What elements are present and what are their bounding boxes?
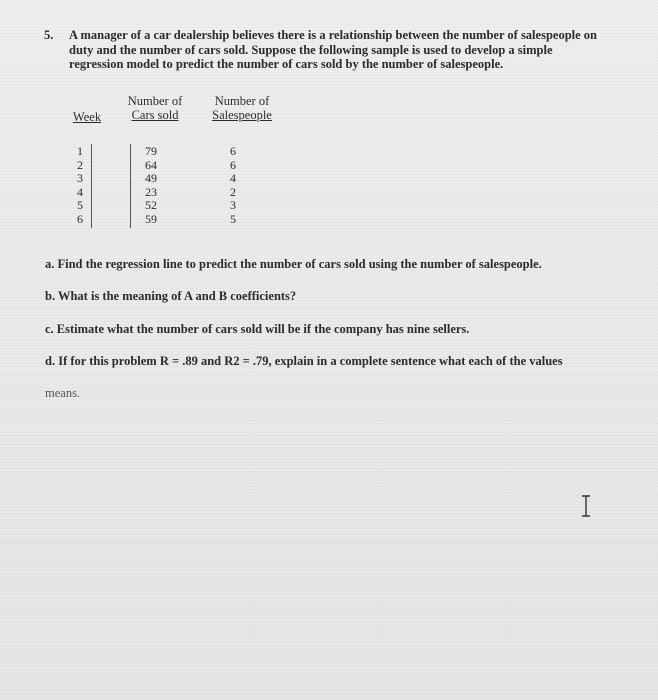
cell-cars: 52	[145, 198, 157, 212]
table-divider-cars	[130, 144, 131, 228]
cell-cars: 59	[145, 211, 157, 226]
part-d: d. If for this problem R = .89 and R2 = .79, explain in a complete sentence what each of the values	[45, 354, 563, 368]
header-cars-sold	[115, 94, 195, 122]
cell-salespeople: 2	[230, 184, 236, 199]
cell-salespeople: 5	[230, 211, 236, 226]
header-week: Week	[72, 110, 102, 124]
table-divider-week	[91, 144, 92, 228]
part-a: a. Find the regression line to predict the number of cars sold using the number of salespeople.	[45, 257, 542, 271]
header-salespeople	[202, 94, 282, 122]
header-sales-line1: Number of	[214, 94, 270, 108]
cell-cars: 49	[145, 171, 157, 185]
cell-week: 2	[77, 157, 83, 172]
cell-salespeople: 6	[230, 157, 236, 172]
cell-week: 4	[77, 184, 83, 199]
text-cursor-icon	[579, 495, 593, 517]
cell-week: 5	[77, 198, 83, 212]
part-b: b. What is the meaning of A and B coefficients?	[45, 289, 297, 303]
cell-cars: 79	[145, 144, 157, 158]
question-number: 5.	[44, 28, 54, 42]
header-cars-line1: Number of	[127, 94, 183, 108]
cell-week: 3	[77, 171, 83, 185]
cell-salespeople: 4	[230, 171, 236, 185]
header-sales-line2: Salespeople	[212, 108, 272, 122]
cell-cars: 23	[145, 184, 157, 199]
cell-salespeople: 3	[230, 198, 236, 212]
question-text: A manager of a car dealership believes there is a relationship between the number of salespeople on duty and the number of cars sold. Suppose the following sample is used to develop a simple regression model to predict the number of cars sold by the number of salespeople.	[69, 28, 597, 71]
cell-week: 1	[77, 144, 83, 158]
cell-week: 6	[77, 211, 83, 226]
part-d-continued: means.	[45, 386, 81, 400]
cell-salespeople: 6	[230, 144, 236, 158]
cell-cars: 64	[145, 157, 157, 172]
part-c: c. Estimate what the number of cars sold will be if the company has nine sellers.	[45, 322, 470, 336]
header-cars-line2: Cars sold	[131, 108, 179, 122]
